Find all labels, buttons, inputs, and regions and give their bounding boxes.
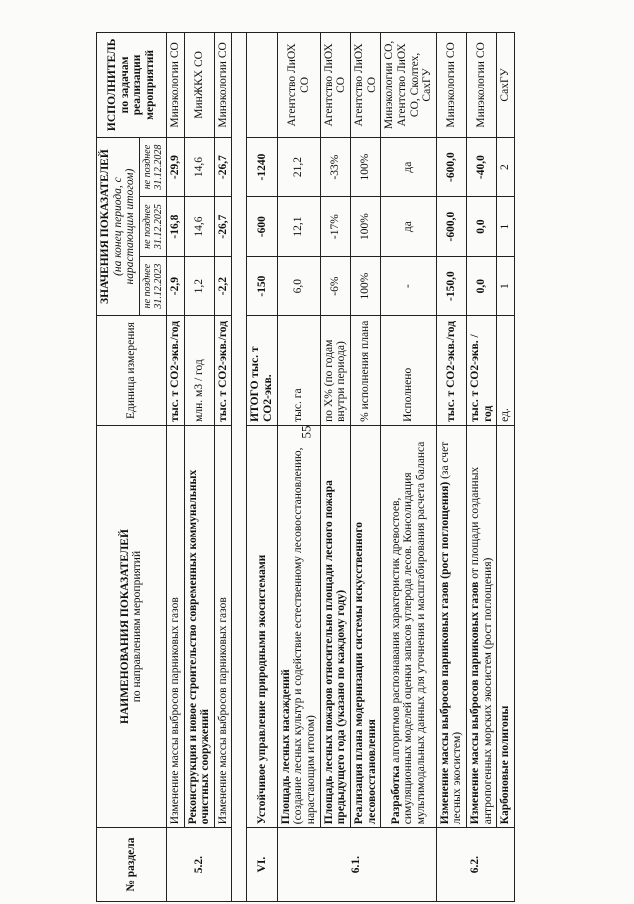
row-unit: ед. — [497, 316, 515, 426]
row-executor: СахГУ — [497, 33, 515, 138]
table-row — [350, 33, 380, 902]
row-name-note: (создание лесных культур и содействие естественному лесовосстановлению, нарастающим итогом) — [292, 447, 318, 825]
row-unit: тыс. т СО2-экв./год — [436, 316, 466, 426]
table-row — [184, 33, 214, 902]
header-name-title: НАИМЕНОВАНИЯ ПОКАЗАТЕЛЕЙ — [118, 529, 131, 724]
header-name — [97, 425, 167, 827]
row-name — [277, 425, 320, 827]
row-v2028: 2 — [497, 137, 515, 197]
row-name: Карбоновые полигоны — [497, 425, 515, 827]
row-v2025: -600 — [247, 197, 277, 257]
row-unit: % исполнения плана — [350, 316, 380, 426]
header-unit: Единица измерения — [97, 316, 167, 426]
table-row — [497, 33, 515, 902]
header-period-2023: не позднее 31.12.2023 — [139, 256, 166, 316]
table-row — [214, 33, 232, 902]
spacer-row — [232, 33, 247, 902]
row-name-bold: Изменение массы выбросов парниковых газов — [469, 581, 482, 825]
row-v2028: 21,2 — [277, 137, 320, 197]
row-v2028: -40,0 — [467, 137, 497, 197]
row-name: Устойчивое управление природными экосистемами — [247, 425, 277, 827]
row-name: Реконструкция и новое строительство современных коммунальных очистных сооружений — [184, 425, 214, 827]
row-unit: тыс. т СО2-экв./год — [166, 316, 184, 426]
row-v2028: -29,9 — [166, 137, 184, 197]
row-v2023: -150,0 — [436, 256, 466, 316]
row-executor: Агентство ЛиОХ СО — [277, 33, 320, 138]
header-name-sub: по направлениям мероприятий — [131, 550, 144, 703]
table-row — [467, 33, 497, 902]
row-v2023: - — [381, 256, 437, 316]
row-name: Изменение массы выбросов парниковых газов — [214, 425, 232, 827]
row-executor: Агентство ЛиОХ СО — [320, 33, 350, 138]
row-v2023: 1,2 — [184, 256, 214, 316]
row-name-note: от площади созданных антропогенных морских экосистем (рост поглощения) — [469, 466, 494, 825]
row-name-bold: Разработка — [389, 765, 402, 825]
table-row — [277, 33, 320, 902]
row-unit: тыс. га — [277, 316, 320, 426]
row-executor: Минэкологии СО, Агентство ЛиОХ СО, Сколтех, СахГУ — [381, 33, 437, 138]
row-name-note: (за счет лесных экосистем) — [438, 441, 464, 825]
row-executor: Минэкологии СО — [467, 33, 497, 138]
header-executor: ИСПОЛНИТЕЛЬ по задачам реализации мероприятий — [97, 33, 167, 138]
row-unit: Исполнено — [381, 316, 437, 426]
row-v2028: 14,6 — [184, 137, 214, 197]
header-period-2025: не позднее 31.12.2025 — [139, 197, 166, 257]
row-name-bold: Изменение массы выбросов парниковых газов (рост поглощения) — [438, 481, 451, 825]
row-v2025: 0,0 — [467, 197, 497, 257]
section-6-1: 6.1. — [277, 828, 436, 902]
row-v2023: -2,9 — [166, 256, 184, 316]
row-v2028: -1240 — [247, 137, 277, 197]
row-name: Реализация плана модернизации системы искусственного лесовосстановления — [350, 425, 380, 827]
row-v2025: 1 — [497, 197, 515, 257]
row-executor: Минэкологии СО — [436, 33, 466, 138]
row-executor: Минэкологии СО — [166, 33, 184, 138]
header-section-no: № раздела — [97, 828, 167, 902]
row-unit: тыс. т СО2-экв./год — [214, 316, 232, 426]
row-name — [436, 425, 466, 827]
row-v2023: 1 — [497, 256, 515, 316]
row-v2023: -2,2 — [214, 256, 232, 316]
row-v2025: 100% — [350, 197, 380, 257]
header-values — [97, 137, 140, 316]
row-name-bold: Площадь лесных насаждений — [279, 669, 292, 825]
row-name: Площадь лесных пожаров относительно площади лесного пожара предыдущего года (указано по каждому году) — [320, 425, 350, 827]
row-v2023: 6,0 — [277, 256, 320, 316]
table-row — [166, 33, 184, 902]
indicators-table-rotated — [96, 32, 626, 902]
row-executor: МинЖКХ СО — [184, 33, 214, 138]
header-values-sub: (на конец периода, с нарастающим итогом) — [111, 168, 137, 285]
row-v2025: да — [381, 197, 437, 257]
row-v2025: -17% — [320, 197, 350, 257]
row-v2028: -33% — [320, 137, 350, 197]
row-v2025: -600,0 — [436, 197, 466, 257]
row-executor: Агентство ЛиОХ СО — [350, 33, 380, 138]
row-name-note: алгоритмов распознавания характеристик древостоев, симуляционных моделей оценки запасов углерода лесов. Консолидация мультимодальных данных для уточнения и масштабирования расчета баланса — [389, 441, 427, 825]
header-period-2028: не позднее 31.12.2028 — [139, 137, 166, 197]
row-executor: Минэкологии СО — [214, 33, 232, 138]
row-name — [381, 425, 437, 827]
row-unit: млн. м3 / год — [184, 316, 214, 426]
row-unit: тыс. т СО2-экв. /год — [467, 316, 497, 426]
row-v2028: -26,7 — [214, 137, 232, 197]
row-v2023: -6% — [320, 256, 350, 316]
row-v2028: -600,0 — [436, 137, 466, 197]
row-v2025: -16,8 — [166, 197, 184, 257]
row-v2023: -150 — [247, 256, 277, 316]
row-name: Изменение массы выбросов парниковых газов — [166, 425, 184, 827]
row-v2025: 14,6 — [184, 197, 214, 257]
table-row — [381, 33, 437, 902]
table-row — [320, 33, 350, 902]
indicators-table — [96, 32, 515, 902]
row-v2023: 100% — [350, 256, 380, 316]
row-v2028: да — [381, 137, 437, 197]
table-row — [247, 33, 277, 902]
section-5-2: 5.2. — [166, 828, 232, 902]
section-vi: VI. — [247, 828, 277, 902]
row-unit: ИТОГО тыс. т СО2-экв. — [247, 316, 277, 426]
row-v2023: 0,0 — [467, 256, 497, 316]
section-6-2: 6.2. — [436, 828, 514, 902]
table-row — [436, 33, 466, 902]
page-number: 55 — [298, 425, 314, 439]
row-executor — [247, 33, 277, 138]
row-v2028: 100% — [350, 137, 380, 197]
header-values-title: ЗНАЧЕНИЯ ПОКАЗАТЕЛЕЙ — [99, 149, 111, 304]
row-v2025: 12,1 — [277, 197, 320, 257]
row-unit: по Х% (по годам внутри периода) — [320, 316, 350, 426]
row-name — [467, 425, 497, 827]
row-v2025: -26,7 — [214, 197, 232, 257]
